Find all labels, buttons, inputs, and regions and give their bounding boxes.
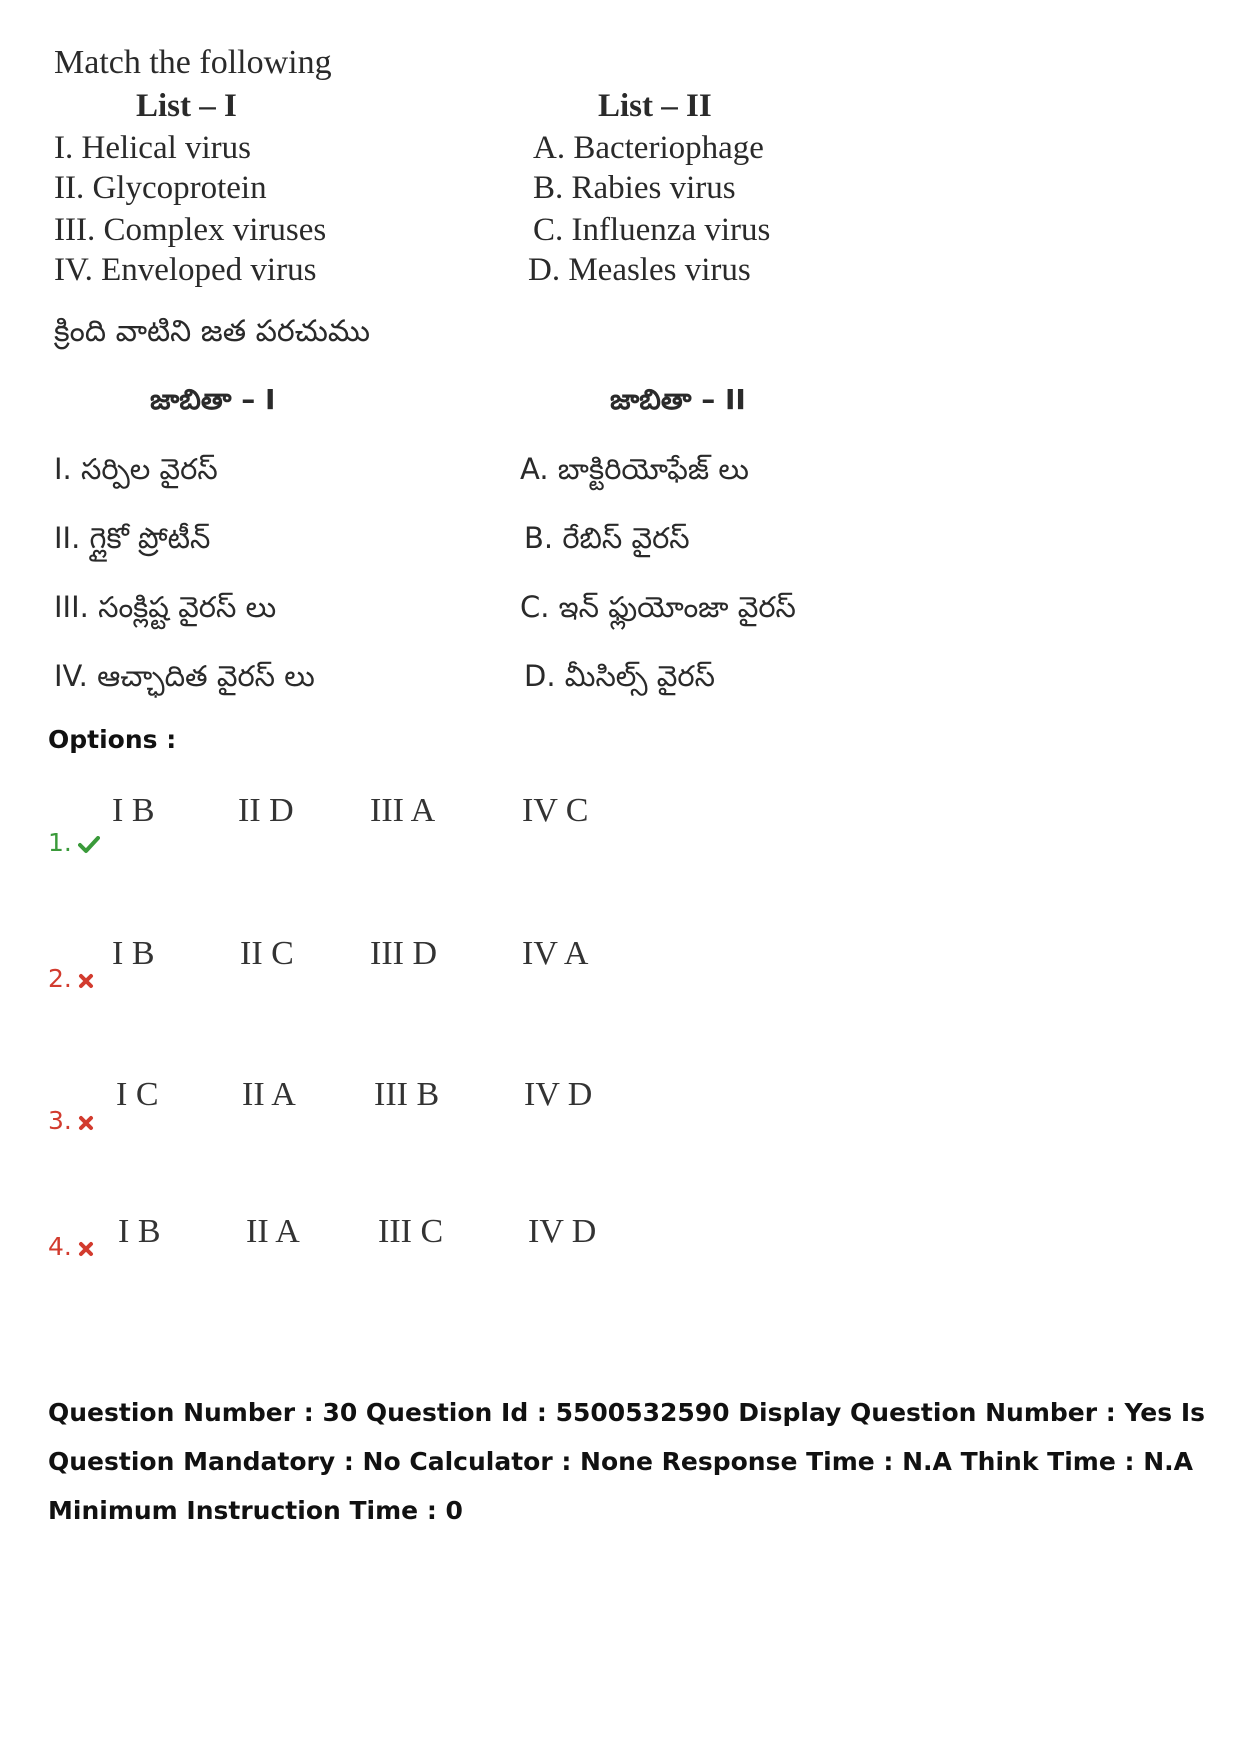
option-pair: IV D	[524, 1076, 593, 1113]
option-number: 2.	[48, 964, 72, 993]
telugu-list2-item: B. రేబిస్ వైరస్	[524, 521, 690, 555]
telugu-list1-item: I. సర్పిల వైరస్	[54, 452, 218, 486]
option-3[interactable]	[48, 1106, 94, 1136]
telugu-list1-item: IV. ఆచ్ఛాదిత వైరస్ లు	[54, 659, 315, 693]
option-number: 3.	[48, 1106, 72, 1135]
option-pair: I B	[112, 792, 155, 829]
option-pair: II D	[238, 792, 294, 829]
option-pair: IV D	[528, 1213, 597, 1250]
telugu-list2-item: D. మీసిల్స్ వైరస్	[524, 659, 715, 693]
options-label: Options :	[48, 725, 177, 754]
list1-item: III. Complex viruses	[54, 212, 327, 248]
cross-icon	[78, 1115, 94, 1136]
option-pair: III A	[370, 792, 436, 829]
telugu-question-title: క్రింది వాటిని జత పరచుము	[54, 314, 371, 349]
telugu-list2-heading: జాబితా – II	[610, 383, 746, 416]
option-number: 4.	[48, 1232, 72, 1261]
check-icon	[78, 836, 100, 859]
option-2[interactable]	[48, 964, 94, 994]
option-pair: II A	[246, 1213, 300, 1250]
option-pair: I B	[112, 935, 155, 972]
list2-item: D. Measles virus	[528, 252, 751, 288]
cross-icon	[78, 973, 94, 994]
list1-item: IV. Enveloped virus	[54, 252, 317, 288]
list1-heading: List – I	[136, 88, 237, 124]
telugu-list1-item: III. సంక్లిష్ట వైరస్ లు	[54, 590, 277, 624]
option-pair: II A	[242, 1076, 296, 1113]
option-pair: I B	[118, 1213, 161, 1250]
option-4[interactable]	[48, 1232, 94, 1262]
option-number: 1.	[48, 828, 72, 857]
list2-heading: List – II	[598, 88, 712, 124]
list2-item: A. Bacteriophage	[533, 130, 764, 166]
telugu-list2-item: C. ఇన్ ఫ్లుయోంజా వైరస్	[520, 590, 796, 624]
option-pair: IV C	[522, 792, 589, 829]
list2-item: C. Influenza virus	[533, 212, 771, 248]
option-pair: II C	[240, 935, 294, 972]
cross-icon	[78, 1241, 94, 1262]
option-pair: III C	[378, 1213, 444, 1250]
telugu-list2-item: A. బాక్టిరియోఫేజ్ లు	[520, 452, 749, 486]
list1-item: I. Helical virus	[54, 130, 252, 166]
question-title: Match the following	[54, 44, 332, 81]
telugu-list1-item: II. గ్లైకో ప్రోటీన్	[54, 521, 211, 555]
option-pair: III B	[374, 1076, 440, 1113]
option-1[interactable]	[48, 828, 100, 859]
option-pair: III D	[370, 935, 438, 972]
option-pair: I C	[116, 1076, 159, 1113]
telugu-list1-heading: జాబితా – I	[150, 383, 276, 416]
question-metadata: Question Number : 30 Question Id : 5500532590 Display Question Number : Yes Is Question Mandatory : No Calculator : None Response Time : N.A Think Time : N.A Minimum Instruction Time : 0	[48, 1398, 1206, 1525]
list2-item: B. Rabies virus	[533, 170, 736, 206]
list1-item: II. Glycoprotein	[54, 170, 267, 206]
option-pair: IV A	[522, 935, 589, 972]
